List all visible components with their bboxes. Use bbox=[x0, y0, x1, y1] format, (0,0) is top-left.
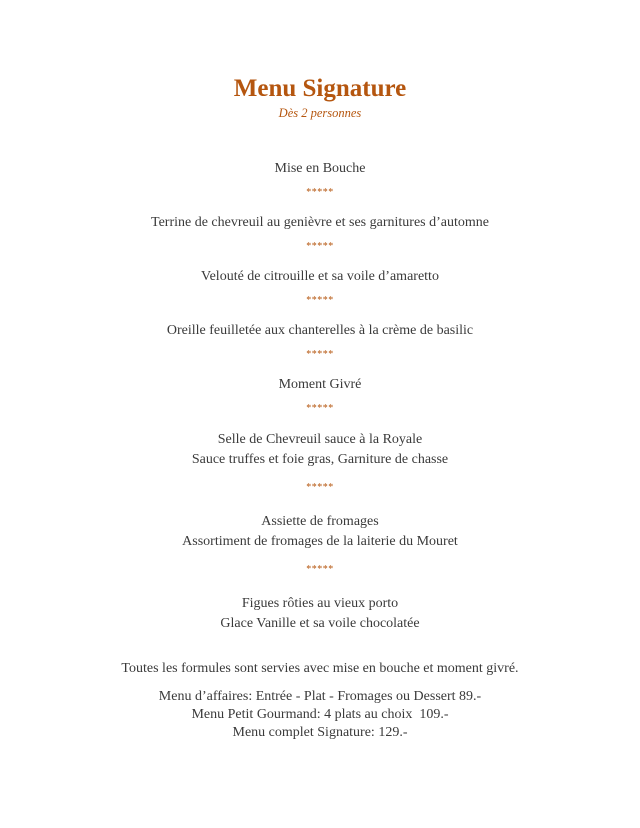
course-6-line-1: Selle de Chevreuil sauce à la Royale bbox=[217, 432, 423, 447]
price-line-1: Menu d’affaires: Entrée - Plat - Fromages ou Dessert 89.- bbox=[158, 689, 482, 704]
course-8-line-2: Glace Vanille et sa voile chocolatée bbox=[220, 616, 420, 631]
course-separator-3: ***** bbox=[306, 295, 334, 306]
course-6-line-2: Sauce truffes et foie gras, Garniture de chasse bbox=[191, 452, 449, 467]
course-5-line-1: Moment Givré bbox=[278, 377, 362, 392]
course-separator-1: ***** bbox=[306, 187, 334, 198]
course-separator-4: ***** bbox=[306, 349, 334, 360]
course-7-line-2: Assortiment de fromages de la laiterie du Mouret bbox=[182, 534, 458, 549]
course-1-line-1: Mise en Bouche bbox=[274, 161, 366, 176]
course-4-line-1: Oreille feuilletée aux chanterelles à la crème de basilic bbox=[166, 323, 474, 338]
formulas-note: Toutes les formules sont servies avec mise en bouche et moment givré. bbox=[121, 661, 519, 676]
price-line-2: Menu Petit Gourmand: 4 plats au choix 109.- bbox=[191, 707, 449, 722]
price-line-3: Menu complet Signature: 129.- bbox=[232, 725, 408, 740]
menu-title: Menu Signature bbox=[233, 75, 407, 102]
course-separator-5: ***** bbox=[306, 403, 334, 414]
course-3-line-1: Velouté de citrouille et sa voile d’amaretto bbox=[201, 269, 439, 284]
course-separator-2: ***** bbox=[306, 241, 334, 252]
course-7-line-1: Assiette de fromages bbox=[261, 514, 379, 529]
course-separator-6: ***** bbox=[306, 482, 334, 493]
course-8-line-1: Figues rôties au vieux porto bbox=[241, 596, 399, 611]
course-2-line-1: Terrine de chevreuil au genièvre et ses garnitures d’automne bbox=[151, 215, 489, 230]
course-separator-7: ***** bbox=[306, 564, 334, 575]
menu-subtitle: Dès 2 personnes bbox=[278, 106, 362, 120]
